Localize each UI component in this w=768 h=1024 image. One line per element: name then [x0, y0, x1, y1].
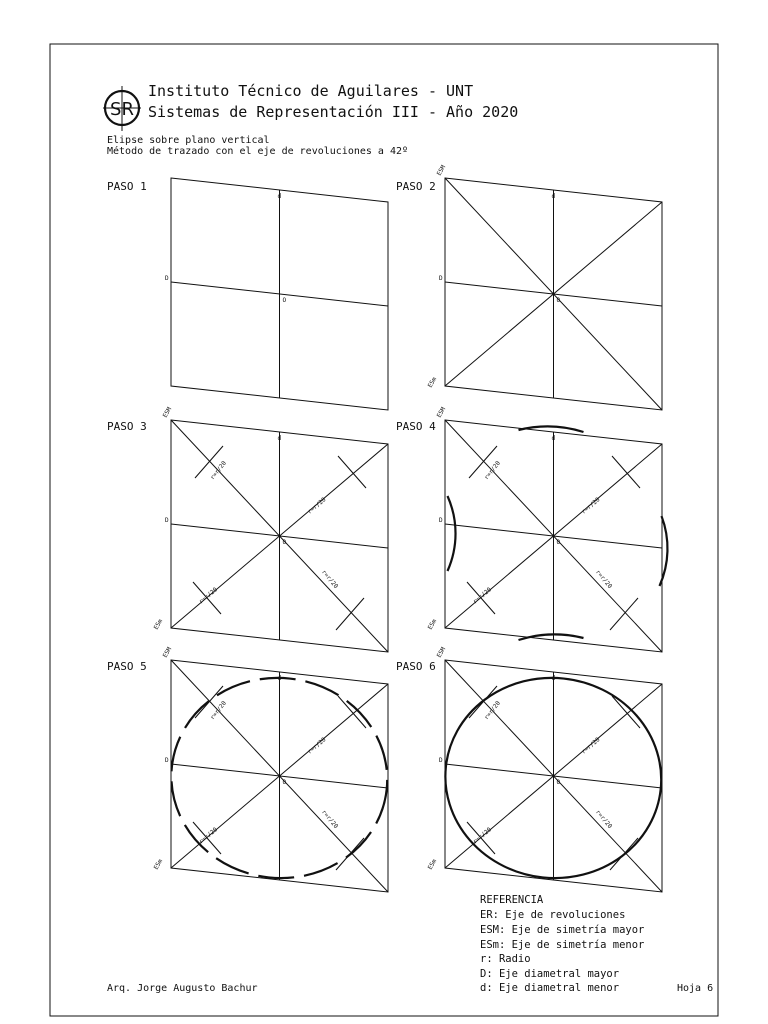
step-4-label: PASO 4: [396, 420, 436, 433]
major-diameter-label: D: [439, 275, 443, 282]
ellipse-arc-segment: [519, 634, 584, 640]
radius-label: r=r/20: [483, 699, 502, 722]
sheet-border: [50, 44, 718, 1016]
symmetry-minor-label: ESm: [426, 376, 439, 389]
radius-label: r=r/20: [580, 496, 602, 516]
radius-mark: [610, 598, 638, 630]
minor-diameter-label: d: [277, 435, 282, 442]
panel-step-4: [427, 406, 668, 652]
minor-diameter-label: d: [551, 193, 556, 200]
reference-item-minor-diameter: d: Eje diametral menor: [480, 982, 620, 994]
panel-step-5: [153, 646, 397, 892]
major-diameter-label: D: [439, 757, 443, 764]
panel-step-2: [427, 164, 662, 410]
symmetry-minor-label: ESm: [426, 618, 439, 631]
symmetry-major-label: ESM: [435, 164, 448, 177]
radius-label: r=r/20: [209, 459, 228, 482]
major-diameter-label: D: [165, 275, 169, 282]
center-label: O: [282, 539, 287, 546]
reference-item-major-diameter: D: Eje diametral mayor: [480, 968, 620, 980]
step-1-label: PASO 1: [107, 180, 147, 193]
radius-label: r=r/20: [471, 826, 493, 846]
radius-label: r=r/20: [319, 568, 340, 590]
reference-legend: [480, 894, 644, 994]
construction-panels: [153, 164, 671, 892]
ellipse-arc-segment: [448, 496, 456, 571]
panel-step-3: [153, 406, 388, 652]
radius-label: r=r/20: [483, 459, 502, 482]
author-name: Arq. Jorge Augusto Bachur: [107, 983, 258, 994]
radius-label: r=r/20: [197, 586, 219, 606]
minor-diameter-label: d: [551, 675, 556, 682]
radius-label: r=r/20: [471, 586, 493, 606]
step-2-label: PASO 2: [396, 180, 436, 193]
center-label: O: [282, 297, 287, 304]
institute-title: Instituto Técnico de Aguilares - UNT: [148, 82, 474, 100]
center-label: O: [556, 297, 561, 304]
radius-label: r=r/20: [197, 826, 219, 846]
course-title: Sistemas de Representación III - Año 2020: [148, 103, 519, 121]
radius-label: r=r/20: [209, 699, 228, 722]
center-label: O: [556, 779, 561, 786]
ellipse-arc-segment: [660, 516, 668, 586]
symmetry-minor-label: ESm: [152, 858, 165, 871]
step-3-label: PASO 3: [107, 420, 147, 433]
sr-logo: [103, 86, 141, 131]
radius-label: r=r/20: [319, 808, 340, 830]
reference-title: REFERENCIA: [480, 894, 544, 906]
center-label: O: [282, 779, 287, 786]
drawing-subject: Elipse sobre plano vertical: [107, 135, 270, 146]
symmetry-minor-label: ESm: [152, 618, 165, 631]
symmetry-minor-label: ESm: [426, 858, 439, 871]
major-diameter-label: D: [165, 757, 169, 764]
sheet-number: Hoja 6: [677, 983, 714, 994]
panel-step-6: [427, 646, 671, 892]
symmetry-major-label: ESM: [161, 406, 174, 419]
radius-label: r=r/20: [306, 496, 328, 516]
symmetry-major-label: ESM: [435, 406, 448, 419]
reference-item-esm-major: ESM: Eje de simetría mayor: [480, 924, 645, 936]
reference-item-er: ER: Eje de revoluciones: [480, 909, 626, 921]
reference-item-radius: r: Radio: [480, 953, 531, 965]
minor-diameter-label: d: [277, 675, 282, 682]
radius-label: r=r/20: [593, 808, 614, 830]
major-diameter-label: D: [165, 517, 169, 524]
panel-step-1: [165, 178, 388, 410]
major-diameter-label: D: [439, 517, 443, 524]
radius-label: r=r/20: [580, 736, 602, 756]
symmetry-major-label: ESM: [435, 646, 448, 659]
minor-diameter-label: d: [277, 193, 282, 200]
reference-item-esm-minor: ESm: Eje de simetría menor: [480, 939, 645, 951]
radius-mark: [336, 598, 364, 630]
logo-text: SR: [110, 99, 134, 120]
symmetry-major-label: ESM: [161, 646, 174, 659]
minor-diameter-label: d: [551, 435, 556, 442]
radius-label: r=r/20: [593, 568, 614, 590]
step-6-label: PASO 6: [396, 660, 436, 673]
radius-label: r=r/20: [306, 736, 328, 756]
center-label: O: [556, 539, 561, 546]
step-5-label: PASO 5: [107, 660, 147, 673]
drawing-method: Método de trazado con el eje de revoluciones a 42º: [107, 146, 409, 157]
